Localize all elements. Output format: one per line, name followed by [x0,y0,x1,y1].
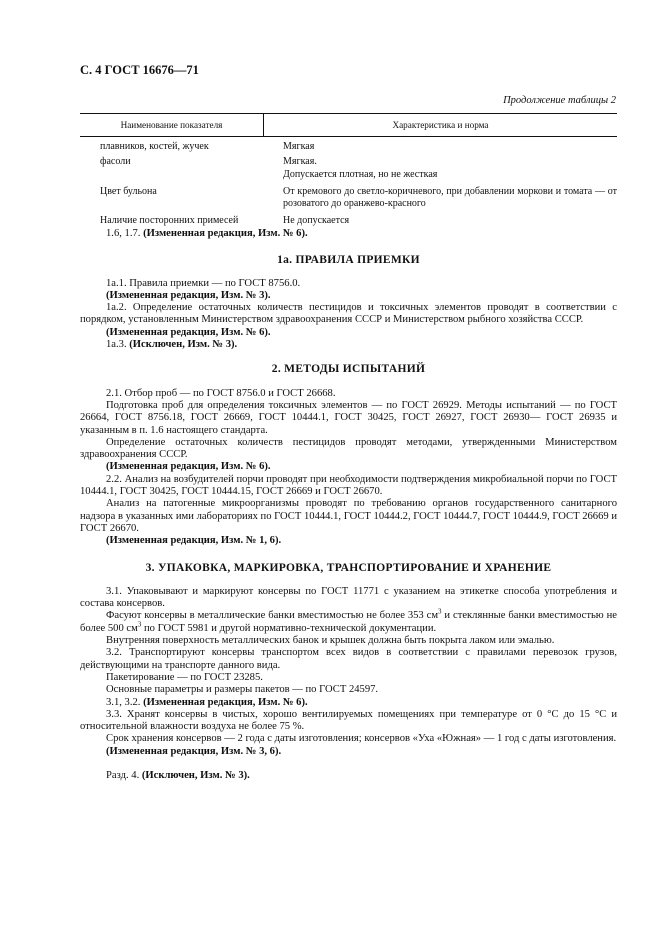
paragraph-3-1: 3.1. Упаковывают и маркируют консервы по ГОСТ 11771 с указанием на этикетке способа употребления и состава консервов. [80,585,617,610]
section-2-title: 2. МЕТОДЫ ИСПЫТАНИЙ [271,363,426,376]
amendment-note: (Измененная редакция, Изм. № 1, 6). [106,535,282,547]
col-header-value: Характеристика и норма [263,114,617,136]
row-value: Мягкая. Допускается плотная, но не жесткая [283,156,438,180]
paragraph-3-2-b: Пакетирование — по ГОСТ 23285. [106,671,263,683]
table-header [80,114,617,136]
amendment-note: (Измененная редакция, Изм. № 3, 6). [106,745,282,757]
paragraph-2-1-c: Определение остаточных количеств пестицидов проводят методами, утвержденными Министерством здравоохранения СССР. [80,436,617,461]
paragraph-2-2: 2.2. Анализ на возбудителей порчи проводят при необходимости подтверждения микробиальной порчи по ГОСТ 10444.1, ГОСТ 30425, ГОСТ 10444.15, ГОСТ 26669 и ГОСТ 26670. [80,473,617,498]
paragraph-2-2-b: Анализ на патогенные микроорганизмы проводят по требованию органов государственного санитарного надзора в указанных ими лабораториях по ГОСТ 10444.1, ГОСТ 10444.2, ГОСТ 10444.7, ГОСТ 10444.9, ГОСТ 26669 и ГОСТ 26670. [80,498,617,534]
row-value: Не допускается [283,215,350,227]
row-name: фасоли [100,156,131,168]
paragraph-3-3: 3.3. Хранят консервы в чистых, хорошо вентилируемых помещениях при температуре от 0 °С до 15 °С и относительной влажности воздуха не более 75 %. [80,708,617,733]
amendment-note: (Измененная редакция, Изм. № 3). [106,289,271,301]
section-1a-title: 1а. ПРАВИЛА ПРИЕМКИ [277,254,420,267]
paragraph-2-1: 2.1. Отбор проб — по ГОСТ 8756.0 и ГОСТ 26668. [106,387,336,399]
table-row [80,156,617,181]
row-value: Мягкая [283,141,315,152]
amendment-note: (Измененная редакция, Изм. № 6). [106,326,271,338]
amendment-note: (Измененная редакция, Изм. № 6). [106,461,271,473]
paragraph-1-6-1-7: 1.6, 1.7. (Измененная редакция, Изм. № 6). [106,228,308,239]
table-continuation-label: Продолжение таблицы 2 [503,95,616,106]
row-name: Цвет бульона [100,185,157,197]
row-value: От кремового до светло-коричневого, при добавлении моркови и томата — от розоватого до оранжево-красного [283,185,617,210]
paragraph-3-3-b: Срок хранения консервов — 2 года с даты изготовления; консервов «Уха «Южная» — 1 год с даты изготовления. [106,733,617,745]
paragraph-1a-2: 1а.2. Определение остаточных количеств пестицидов и токсичных элементов проводят в соответствии с порядком, установленным Министерством здравоохранения СССР и Министерством рыбного хозяйства СССР. [80,302,617,326]
row-name: плавников, костей, жучек [100,141,209,152]
col-header-name: Наименование показателя [120,119,223,130]
paragraph-3-2: 3.2. Транспортируют консервы транспортом всех видов в соответствии с правилами перевозок грузов, действующими на транспорте данного вида. [80,647,617,671]
table-row [80,141,617,153]
paragraph-3-1-b: Фасуют консервы в металлические банки вместимостью не более 353 $см^3$ и стеклянные банки вместимостью не более 500 $см^3$ по ГОСТ 5981 и другой нормативно-технической документации. [80,607,617,634]
section-4-note: Разд. 4. (Исключен, Изм. № 3). [106,769,250,781]
section-3-title: 3. УПАКОВКА, МАРКИРОВКА, ТРАНСПОРТИРОВАНИЕ И ХРАНЕНИЕ [145,561,552,574]
paragraph-3-1-3-2: 3.1, 3.2. (Измененная редакция, Изм. № 6). [106,696,308,708]
characteristics-table [80,113,617,228]
paragraph-2-1-b: Подготовка проб для определения токсичных элементов — по ГОСТ 26929. Методы испытаний — по ГОСТ 26664, ГОСТ 8756.18, ГОСТ 26669, ГОСТ 10444.1, ГОСТ 30425, ГОСТ 26927, ГОСТ 26930— ГОСТ 26935 и указанным в п. 1.6 настоящего стандарта. [80,399,617,436]
table-row [80,186,617,211]
page-title: С. 4 ГОСТ 16676—71 [80,63,199,77]
paragraph-3-1-c: Внутренняя поверхность металлических банок и крышек должна быть покрыта лаком или эмалью. [106,635,555,647]
document-body [80,228,617,782]
paragraph-3-2-c: Основные параметры и размеры пакетов — по ГОСТ 24597. [106,684,379,696]
row-name: Наличие посторонних примесей [100,215,239,227]
table-row [80,215,617,227]
paragraph-1a-3: 1а.3. (Исключен, Изм. № 3). [106,339,238,351]
paragraph-1a-1: 1а.1. Правила приемки — по ГОСТ 8756.0. [106,277,301,289]
